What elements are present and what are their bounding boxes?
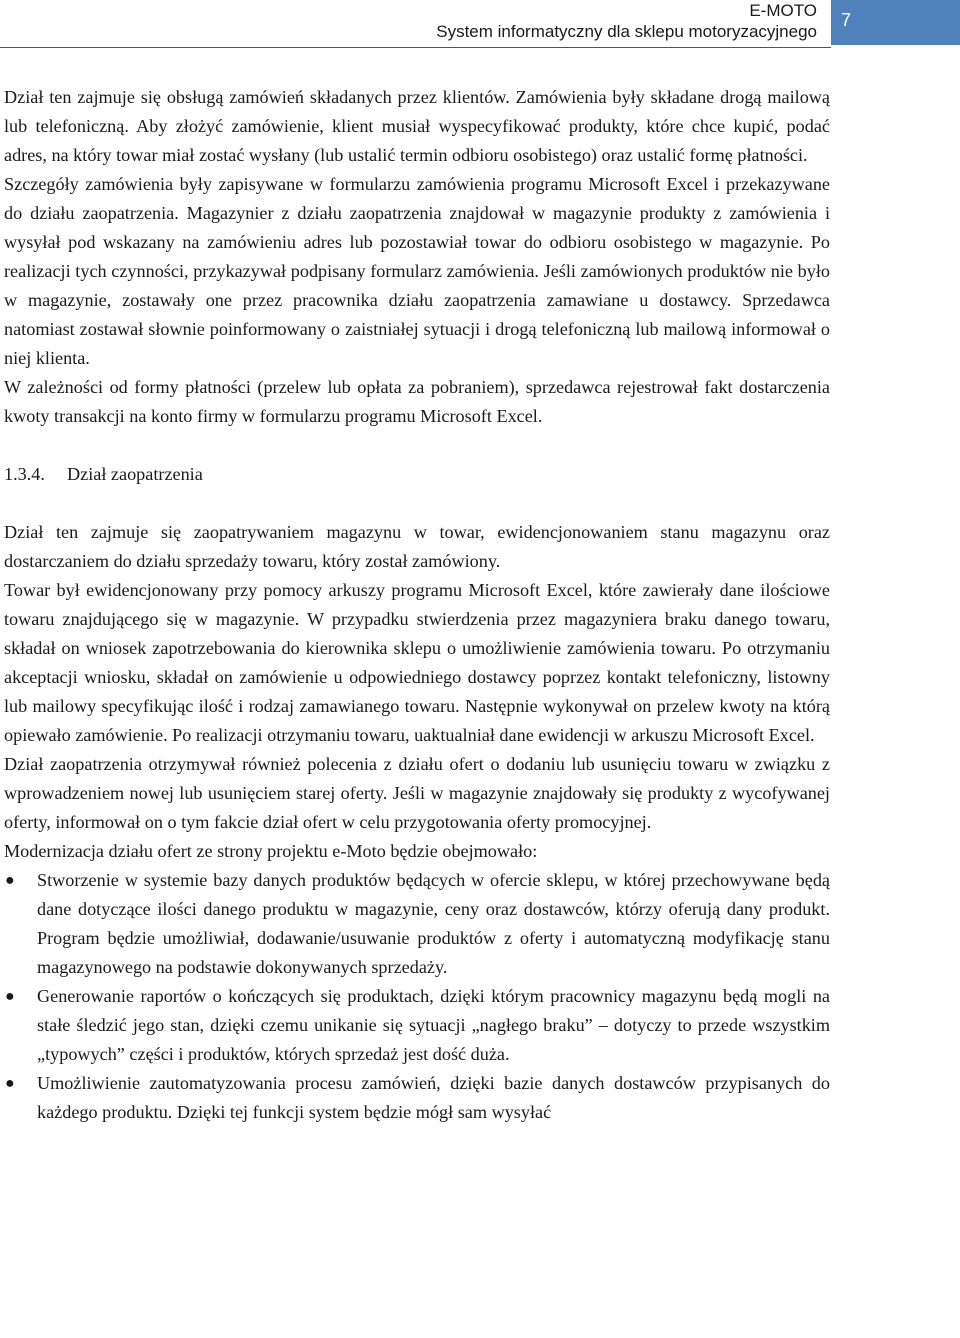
paragraph: Modernizacja działu ofert ze strony projektu e-Moto będzie obejmowało: xyxy=(4,841,538,861)
list-item-text: Umożliwienie zautomatyzowania procesu zamówień, dzięki bazie danych dostawców przypisanych do każdego produktu. Dzięki tej funkcji system będzie mógł sam wysyłać xyxy=(37,1073,830,1122)
paragraph: Dział ten zajmuje się obsługą zamówień składanych przez klientów. Zamówienia były składane drogą mailową lub telefoniczną. Aby złożyć zamówienie, klient musiał wyspecyfikować produkty, które chce kupić, podać adres, na który towar miał zostać wysłany (lub ustalić termin odbioru osobistego) oraz ustalić formę płatności. xyxy=(4,87,830,165)
page-number-badge xyxy=(831,0,960,45)
list-item xyxy=(4,1069,830,1127)
bullet-icon: ● xyxy=(5,872,15,889)
paragraph: Dział ten zajmuje się zaopatrywaniem magazynu w towar, ewidencjonowaniem stanu magazynu oraz dostarczaniem do działu sprzedaży towaru, który został zamówiony. xyxy=(4,522,830,571)
list-item-text: Generowanie raportów o kończących się produktach, dzięki którym pracownicy magazynu będą mogli na stałe śledzić jego stan, dzięki czemu unikanie się sytuacji „nagłego braku” – dotyczy to przede wszystkim „typowych” części i produktów, których sprzedaż jest dość duża. xyxy=(37,986,830,1064)
section-heading xyxy=(4,460,830,489)
header-divider xyxy=(0,47,831,48)
header-text xyxy=(436,0,817,42)
paragraph: Dział zaopatrzenia otrzymywał również polecenia z działu ofert o dodaniu lub usunięciu towaru w związku z wprowadzeniem nowej lub usunięciem starej oferty. Jeśli w magazynie znajdowały się produkty z wycofywanej oferty, informował on o tym fakcie dział ofert w celu przygotowania oferty promocyjnej. xyxy=(4,754,830,832)
bullet-icon: ● xyxy=(5,1075,15,1092)
section-number: 1.3.4. xyxy=(4,464,45,484)
paragraph: W zależności od formy płatności (przelew lub opłata za pobraniem), sprzedawca rejestrował fakt dostarczenia kwoty transakcji na konto firmy w formularzu programu Microsoft Excel. xyxy=(4,377,830,426)
paragraph: Szczegóły zamówienia były zapisywane w formularzu zamówienia programu Microsoft Excel i przekazywane do działu zaopatrzenia. Magazynier z działu zaopatrzenia znajdował w magazynie produkty z zamówienia i wysyłał pod wskazany na zamówieniu adres lub pozostawiał towar do odbioru osobistego w magazynie. Po realizacji tych czynności, przykazywał podpisany formularz zamówienia. Jeśli zamówionych produktów nie było w magazynie, zostawały one przez pracownika działu zaopatrzenia zamawiane u dostawcy. Sprzedawca natomiast zostawał słownie poinformowany o zaistniałej sytuacji i drogą telefoniczną lub mailową informował o niej klienta. xyxy=(4,174,830,368)
document-title: E-MOTO xyxy=(749,1,817,20)
paragraph: Towar był ewidencjonowany przy pomocy arkuszy programu Microsoft Excel, które zawierały dane ilościowe towaru znajdującego się w magazynie. W przypadku stwierdzenia przez magazyniera braku danego towaru, składał on wniosek zapotrzebowania do kierownika sklepu o umożliwienie zamówienia towaru. Po otrzymaniu akceptacji wniosku, składał on zamówienie u odpowiedniego dostawcy poprzez kontakt telefoniczny, listowny lub mailowy specyfikując ilość i rodzaj zamawianego towaru. Następnie wykonywał on przelew kwoty na którą opiewało zamówienie. Po realizacji otrzymaniu towaru, uaktualniał dane ewidencji w arkuszu Microsoft Excel. xyxy=(4,580,830,745)
bullet-list xyxy=(4,866,830,1127)
document-body xyxy=(4,83,830,1127)
list-item xyxy=(4,982,830,1069)
list-item xyxy=(4,866,830,982)
document-subtitle: System informatyczny dla sklepu motoryzacyjnego xyxy=(436,22,817,41)
bullet-icon: ● xyxy=(5,988,15,1005)
list-item-text: Stworzenie w systemie bazy danych produktów będących w ofercie sklepu, w której przechowywane będą dane dotyczące ilości danego produktu w magazynie, ceny oraz dostawców, którzy oferują dany produkt. Program będzie umożliwiał, dodawanie/usuwanie produktów z oferty i automatyczną modyfikację stanu magazynowego na podstawie dokonywanych sprzedaży. xyxy=(37,870,830,977)
page-number: 7 xyxy=(841,10,852,30)
section-title: Dział zaopatrzenia xyxy=(67,464,203,484)
page-header xyxy=(0,0,960,50)
